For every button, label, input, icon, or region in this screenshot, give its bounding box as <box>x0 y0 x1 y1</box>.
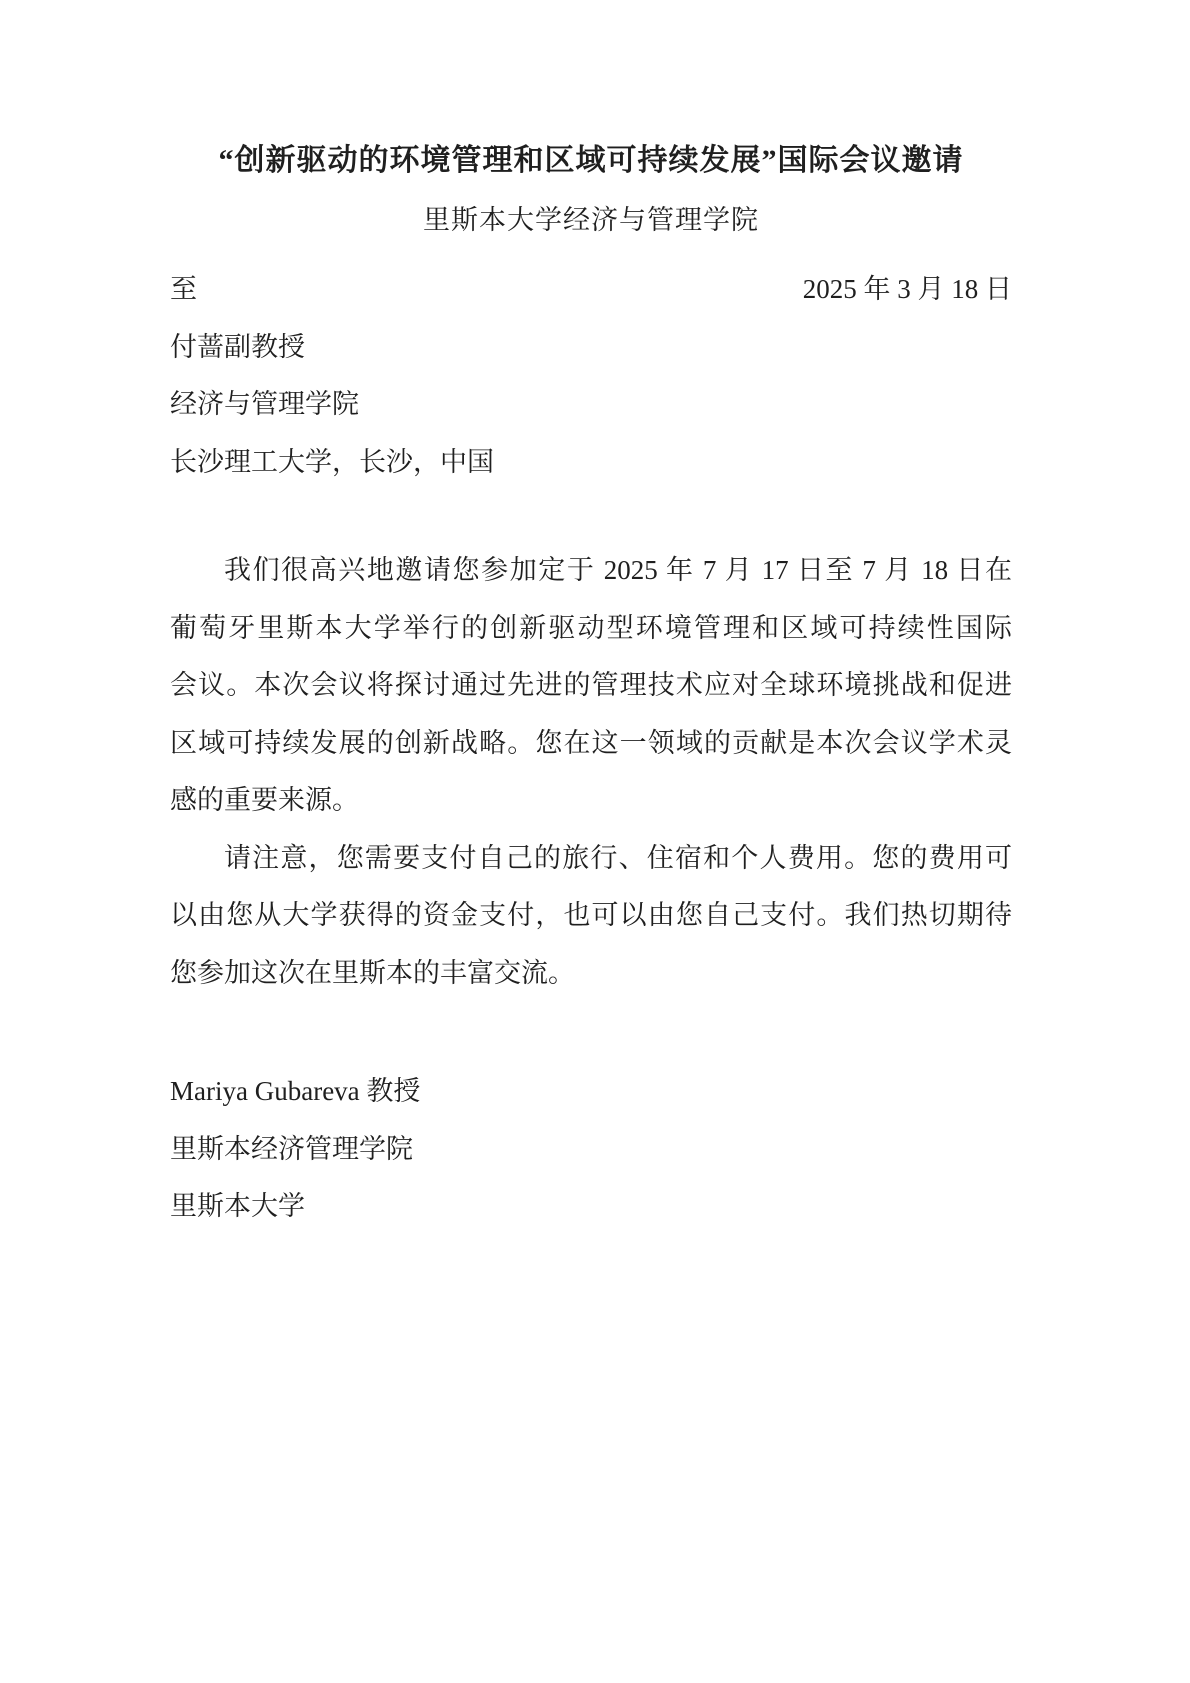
body-paragraph <box>170 542 1012 830</box>
body-line: 您参加这次在里斯本的丰富交流。 <box>170 957 575 988</box>
salutation: 至 <box>170 274 197 304</box>
letter-body <box>170 542 1012 1002</box>
body-line: 感的重要来源。 <box>170 785 359 815</box>
signature-block <box>170 1063 1012 1236</box>
body-line: 区域可持续发展的创新战略。您在这一领域的贡献是本次会议学术灵 <box>170 727 1012 758</box>
recipient-name: 付蔷副教授 <box>170 331 305 362</box>
signature-name: Mariya Gubareva 教授 <box>170 1076 421 1106</box>
signature-school: 里斯本经济管理学院 <box>170 1133 413 1164</box>
body-line: 以由您从大学获得的资金支付，也可以由您自己支付。我们热切期待 <box>170 900 1012 930</box>
body-line: 葡萄牙里斯本大学举行的创新驱动型环境管理和区域可持续性国际 <box>170 612 1012 643</box>
signature-university: 里斯本大学 <box>170 1191 305 1221</box>
recipient-department: 经济与管理学院 <box>170 389 359 419</box>
letter-content <box>170 0 1012 1236</box>
body-line: 我们很高兴地邀请您参加定于 2025 年 7 月 17 日至 7 月 18 日在 <box>224 555 1012 585</box>
body-line: 会议。本次会议将探讨通过先进的管理技术应对全球环境挑战和促进 <box>170 670 1012 700</box>
salutation-date-row <box>170 261 1012 319</box>
page-title: “创新驱动的环境管理和区域可持续发展”国际会议邀请 <box>218 144 964 177</box>
recipient-university: 长沙理工大学，长沙，中国 <box>170 446 494 477</box>
body-paragraph <box>170 830 1012 1003</box>
letter-date: 2025 年 3 月 18 日 <box>802 274 1012 304</box>
letter-header <box>170 261 1012 491</box>
page-subtitle: 里斯本大学经济与管理学院 <box>423 205 759 235</box>
body-line: 请注意，您需要支付自己的旅行、住宿和个人费用。您的费用可 <box>224 842 1012 873</box>
